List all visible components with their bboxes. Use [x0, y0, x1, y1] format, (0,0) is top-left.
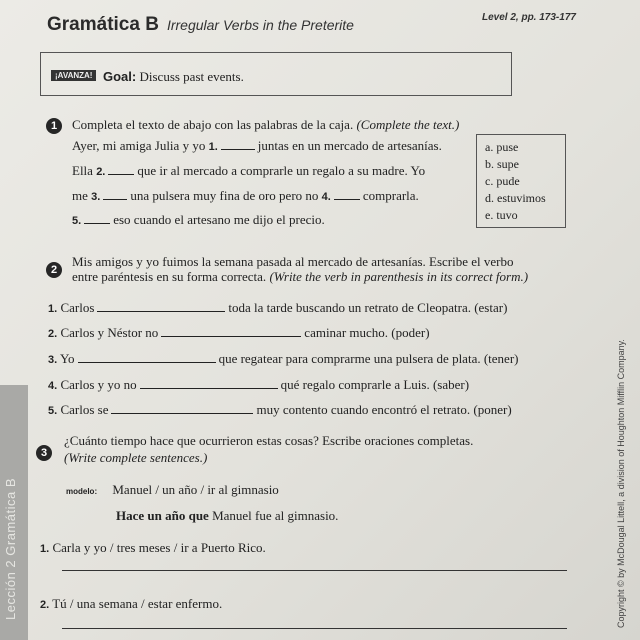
ex1-blank-number: 1.	[208, 141, 218, 153]
goal-text	[103, 69, 244, 85]
ex1-line-text: comprarla.	[362, 188, 419, 203]
ex2-item-rest: toda la tarde buscando un retrato de Cleopatra. (estar)	[228, 300, 508, 315]
modelo-example	[66, 482, 279, 498]
copyright-notice: Copyright © by McDougal Littell, a division of Houghton Mifflin Company.	[616, 339, 626, 628]
modelo-answer	[116, 508, 338, 524]
ex2-item-subject: Carlos y Néstor no	[60, 325, 159, 340]
ex1-blank-5[interactable]	[84, 213, 110, 224]
ex1-line-text: que ir al mercado a comprarle un regalo a su madre. Yo	[137, 163, 426, 178]
ex1-line-3	[72, 188, 419, 204]
modelo-answer-rest: Manuel fue al gimnasio.	[212, 508, 339, 523]
exercise-2-number: 2	[46, 262, 62, 278]
ex2-answer-1[interactable]	[97, 301, 225, 312]
ex2-item-5	[48, 402, 512, 418]
ex2-item-subject: Yo	[59, 351, 75, 366]
goal-label: Goal:	[103, 69, 137, 84]
ex2-item-subject: Carlos	[60, 300, 95, 315]
ex1-blank-1[interactable]	[221, 139, 255, 150]
page-title	[47, 14, 354, 36]
ex2-item-subject: Carlos y yo no	[60, 377, 137, 392]
word-bank-option: a. puse	[485, 140, 519, 154]
ex1-line-text: juntas en un mercado de artesanías.	[257, 138, 442, 153]
word-bank-box	[476, 134, 566, 228]
title-subtitle: Irregular Verbs in the Preterite	[166, 17, 354, 33]
ex1-blank-number: 2.	[96, 166, 106, 178]
ex1-blank-2[interactable]	[108, 164, 134, 175]
ex1-instruction-en: (Complete the text.)	[356, 117, 460, 132]
ex2-answer-4[interactable]	[140, 378, 278, 389]
exercise-3-instruction: ¿Cuánto tiempo hace que ocurrieron estas cosas? Escribe oraciones completas.	[64, 433, 474, 448]
word-bank-option: c. pude	[485, 174, 520, 188]
modelo-answer-bold: Hace un año que	[116, 508, 209, 523]
word-bank-option: b. supe	[485, 157, 519, 171]
ex1-blank-number: 5.	[72, 215, 82, 227]
ex2-item-4	[48, 377, 469, 393]
ex2-item-1	[48, 300, 507, 316]
ex2-item-number: 1.	[48, 303, 58, 315]
goal-box	[40, 52, 512, 96]
ex2-item-rest: muy contento cuando encontró el retrato. (poner)	[256, 402, 512, 417]
ex2-item-number: 2.	[48, 328, 58, 340]
ex3-item-1	[40, 540, 266, 556]
ex2-answer-3[interactable]	[78, 352, 216, 363]
ex3-item-number: 1.	[40, 543, 50, 555]
lesson-side-tab-label: Lección 2 Gramática B	[3, 477, 18, 620]
exercise-2-instruction-1: Mis amigos y yo fuimos la semana pasada al mercado de artesanías. Escribe el verbo	[72, 254, 514, 269]
ex1-blank-number: 4.	[321, 191, 331, 203]
ex2-item-number: 3.	[48, 354, 58, 366]
ex1-line-text: una pulsera muy fina de oro pero no	[130, 188, 319, 203]
ex3-item-prompt: Carla y yo / tres meses / ir a Puerto Rico.	[52, 540, 266, 555]
ex2-item-number: 4.	[48, 380, 58, 392]
ex2-item-rest: caminar mucho. (poder)	[304, 325, 430, 340]
ex2-item-2	[48, 325, 430, 341]
ex1-instruction-es: Completa el texto de abajo con las palabras de la caja.	[72, 117, 354, 132]
ex3-answer-line-1[interactable]	[62, 570, 567, 571]
exercise-3-number: 3	[36, 445, 52, 461]
ex1-blank-3[interactable]	[103, 189, 127, 200]
modelo-prompt: Manuel / un año / ir al gimnasio	[112, 482, 279, 497]
ex2-item-3	[48, 351, 518, 367]
level-reference: Level 2, pp. 173-177	[482, 12, 576, 23]
avanza-badge: ¡AVANZA!	[51, 70, 96, 81]
exercise-1-number: 1	[46, 118, 62, 134]
ex2-item-rest: que regatear para comprarme una pulsera de plata. (tener)	[218, 351, 519, 366]
ex1-line-4	[72, 212, 325, 228]
ex2-instruction-en: (Write the verb in parenthesis in its correct form.)	[269, 269, 529, 284]
ex1-line-text: Ella	[72, 163, 93, 178]
ex3-answer-line-2[interactable]	[62, 628, 567, 629]
ex3-instruction-en: (Write complete sentences.)	[64, 450, 208, 465]
ex2-instruction-es: entre paréntesis en su forma correcta.	[72, 269, 267, 284]
ex1-line-text: eso cuando el artesano me dijo el precio.	[113, 212, 325, 227]
ex3-item-2	[40, 596, 222, 612]
modelo-label: modelo:	[66, 487, 98, 496]
ex1-blank-4[interactable]	[334, 189, 360, 200]
title-main: Gramática B	[47, 14, 159, 35]
exercise-3-instruction-en	[64, 450, 207, 466]
exercise-2-instruction-2	[72, 269, 528, 285]
ex3-item-number: 2.	[40, 599, 50, 611]
ex1-line-text: Ayer, mi amiga Julia y yo	[72, 138, 206, 153]
ex1-line-2	[72, 163, 425, 179]
ex1-line-1	[72, 138, 442, 154]
word-bank-option: e. tuvo	[485, 208, 518, 222]
ex2-item-number: 5.	[48, 405, 58, 417]
ex1-blank-number: 3.	[91, 191, 101, 203]
word-bank-option: d. estuvimos	[485, 191, 546, 205]
ex2-answer-2[interactable]	[161, 326, 301, 337]
ex2-answer-5[interactable]	[111, 403, 253, 414]
goal-description: Discuss past events.	[139, 69, 244, 84]
ex3-item-prompt: Tú / una semana / estar enfermo.	[52, 596, 223, 611]
ex2-item-subject: Carlos se	[60, 402, 109, 417]
ex2-item-rest: qué regalo comprarle a Luis. (saber)	[280, 377, 470, 392]
exercise-1-instruction	[72, 117, 459, 133]
ex1-line-text: me	[72, 188, 88, 203]
